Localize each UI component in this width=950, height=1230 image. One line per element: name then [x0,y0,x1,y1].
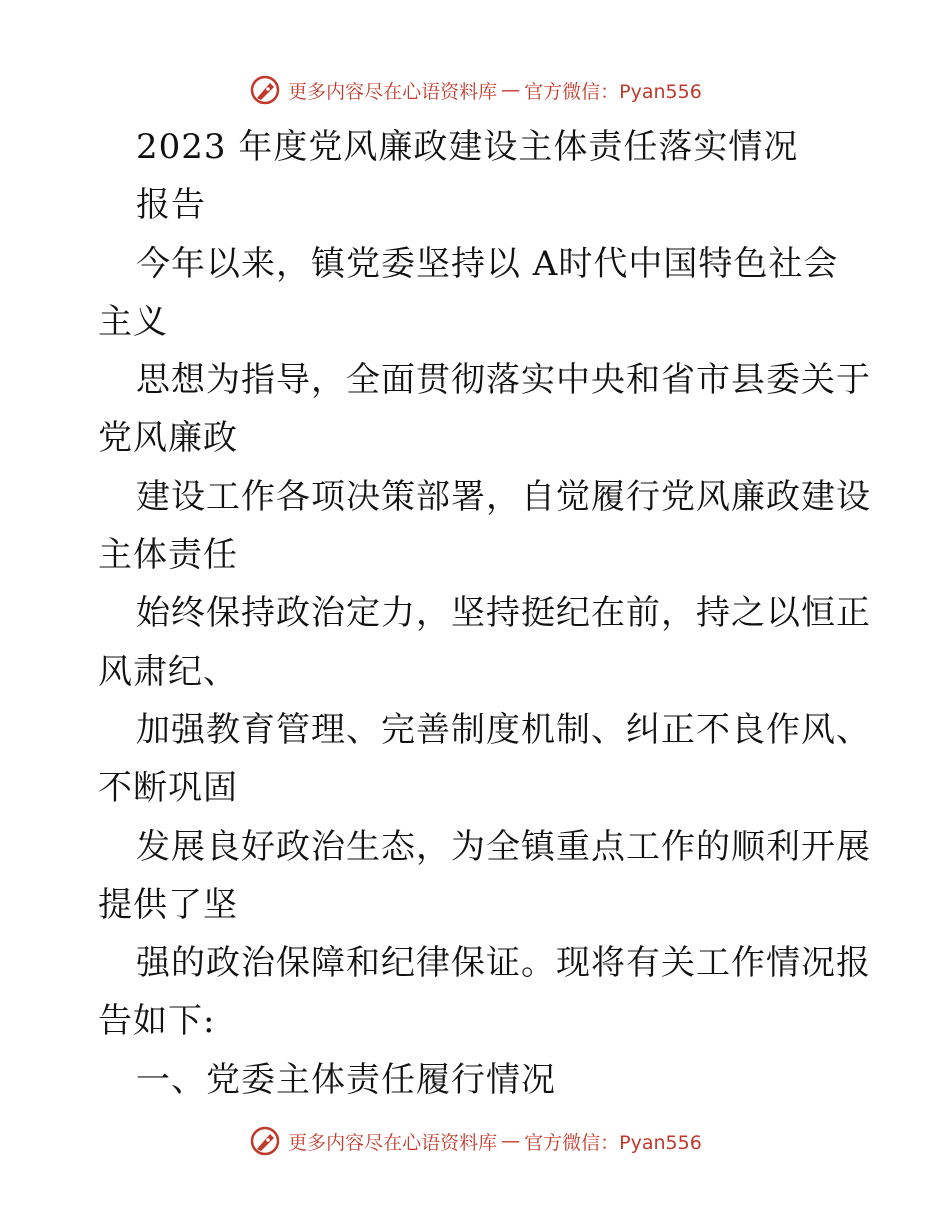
document-line: 发展良好政治生态，为全镇重点工作的顺利开展 [136,826,871,867]
document-line: 建设工作各项决策部署，自觉履行党风廉政建设 [136,476,871,517]
document-line: 提供了坚 [98,884,238,925]
pen-nib-logo-icon [248,73,282,107]
banner-text: 更多内容尽在心语资料库 [288,1131,498,1154]
document-line: 始终保持政治定力，坚持挺纪在前，持之以恒正 [136,593,871,634]
document-line: 党风廉政 [98,418,238,459]
document-line: 不断巩固 [98,768,238,809]
header-watermark-banner [0,70,950,110]
document-line: 主义 [98,301,168,342]
banner-separator: — [501,1130,521,1152]
banner-separator: — [501,79,521,101]
document-line: 今年以来，镇党委坚持以 A时代中国特色社会 [136,243,839,284]
document-line: 风肃纪、 [98,651,238,692]
footer-watermark-banner [0,1121,950,1161]
pen-nib-logo-icon [248,1124,282,1158]
document-line: 2023 年度党风廉政建设主体责任落实情况 [136,127,799,167]
document-line: 主体责任 [98,535,238,576]
banner-contact: 官方微信：Pyan556 [524,80,702,103]
document-line: 告如下: [98,1001,216,1042]
document-line: 报告 [136,185,206,226]
document-line: 加强教育管理、完善制度机制、纠正不良作风、 [136,709,871,750]
banner-contact: 官方微信：Pyan556 [524,1131,702,1154]
document-line: 一、党委主体责任履行情况 [136,1059,556,1100]
document-line: 思想为指导，全面贯彻落实中央和省市县委关于 [136,360,871,401]
document-line: 强的政治保障和纪律保证。现将有关工作情况报 [136,943,871,984]
banner-text: 更多内容尽在心语资料库 [288,80,498,103]
document-body [98,118,871,1109]
